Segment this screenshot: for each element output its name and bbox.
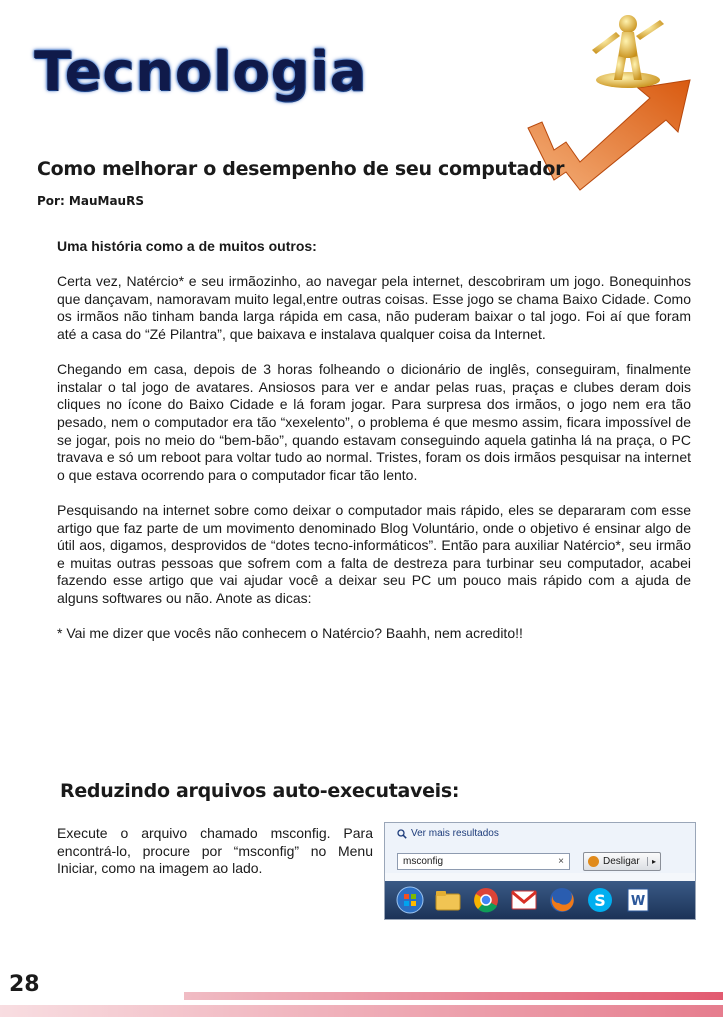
footer-decoration-bar bbox=[0, 1005, 723, 1017]
section-logo: Tecnologia bbox=[34, 40, 368, 103]
power-icon bbox=[588, 856, 599, 867]
gmail-icon[interactable] bbox=[507, 884, 541, 916]
start-menu-panel bbox=[385, 823, 695, 873]
chrome-icon[interactable] bbox=[469, 884, 503, 916]
explorer-folder-icon[interactable] bbox=[431, 884, 465, 916]
more-results-label: Ver mais resultados bbox=[411, 828, 499, 839]
intro-heading: Uma história como a de muitos outros: bbox=[57, 238, 317, 254]
article-paragraph: Pesquisando na internet sobre como deixar o computador mais rápido, eles se depararam com esse artigo que faz parte de um movimento denominado Blog Voluntário, onde o objetivo é ensinar algo de útil aos, digamos, desprovidos de “dotes tecno-informáticos”. Então para auxiliar Natércio*, seu irmão e muitas outras pessoas que sofrem com a falta de destreza para turbinar seu computador, acabei fazendo esse artigo que vai ajudar você a deixar seu PC um pouco mais rápido com a ajuda de alguns softwares ou não. Anote as dicas: bbox=[57, 501, 691, 606]
search-icon bbox=[397, 829, 407, 839]
start-menu-screenshot bbox=[384, 822, 696, 920]
skype-icon[interactable] bbox=[583, 884, 617, 916]
svg-text:S: S bbox=[594, 891, 606, 910]
page-number: 28 bbox=[9, 972, 40, 997]
search-value: msconfig bbox=[403, 856, 444, 867]
section-text: Execute o arquivo chamado msconfig. Para encontrá-lo, procure por “msconfig” no Menu Iniciar, como na imagem ao lado. bbox=[57, 825, 373, 877]
shutdown-options-arrow[interactable]: ▸ bbox=[647, 857, 660, 866]
article-body bbox=[57, 238, 691, 660]
footer-decoration-bar bbox=[184, 992, 723, 1000]
start-orb-icon[interactable] bbox=[393, 884, 427, 916]
article-paragraph: Chegando em casa, depois de 3 horas folheando o dicionário de inglês, conseguiram, finalmente instalar o tal jogo de avatares. Ansiosos para ver e andar pelas ruas, praças e clubes deram dois cliques no ícone do Baixo Cidade e lá foram jogar. Para surpresa dos irmãos, o jogo nem era tão pesado, nem o computador era tão “xexelento”, o problema é que mesmo assim, ficara impossível de se jogar, pois no meio do “bem-bão”, quando estavam conseguindo aquela gatinha lá na praça, o PC travava e só um reboot para voltar tudo ao normal. Tristes, foram os dois irmãos pesquisar na internet o que estava ocorrendo para o computador ficar tão lento. bbox=[57, 361, 691, 483]
firefox-icon[interactable] bbox=[545, 884, 579, 916]
section-heading: Reduzindo arquivos auto-executaveis: bbox=[60, 780, 460, 802]
shutdown-button[interactable] bbox=[583, 852, 661, 871]
clear-search-icon[interactable]: × bbox=[558, 856, 564, 867]
start-search-input[interactable] bbox=[397, 853, 570, 870]
article-footnote: * Vai me dizer que vocês não conhecem o Natércio? Baahh, nem acredito!! bbox=[57, 625, 523, 642]
svg-text:W: W bbox=[630, 894, 646, 909]
more-results-link[interactable] bbox=[397, 828, 499, 839]
shutdown-label: Desligar bbox=[603, 856, 640, 867]
article-byline: Por: MauMauRS bbox=[37, 194, 144, 208]
taskbar bbox=[385, 881, 695, 919]
article-paragraph: Certa vez, Natércio* e seu irmãozinho, ao navegar pela internet, descobriram um jogo. Bonequinhos que dançavam, namoravam muito legal,entre outras coisas. Esse jogo se chama Baixo Cidade. Como os irmãos não tinham banda larga rápida em casa, não puderam baixar o tal jogo. Foi aí que foram até a casa do “Zé Pilantra”, que baixava e instalava qualquer coisa da Internet. bbox=[57, 273, 691, 342]
article-title: Como melhorar o desempenho de seu computador bbox=[37, 158, 565, 180]
word-icon[interactable] bbox=[621, 884, 655, 916]
